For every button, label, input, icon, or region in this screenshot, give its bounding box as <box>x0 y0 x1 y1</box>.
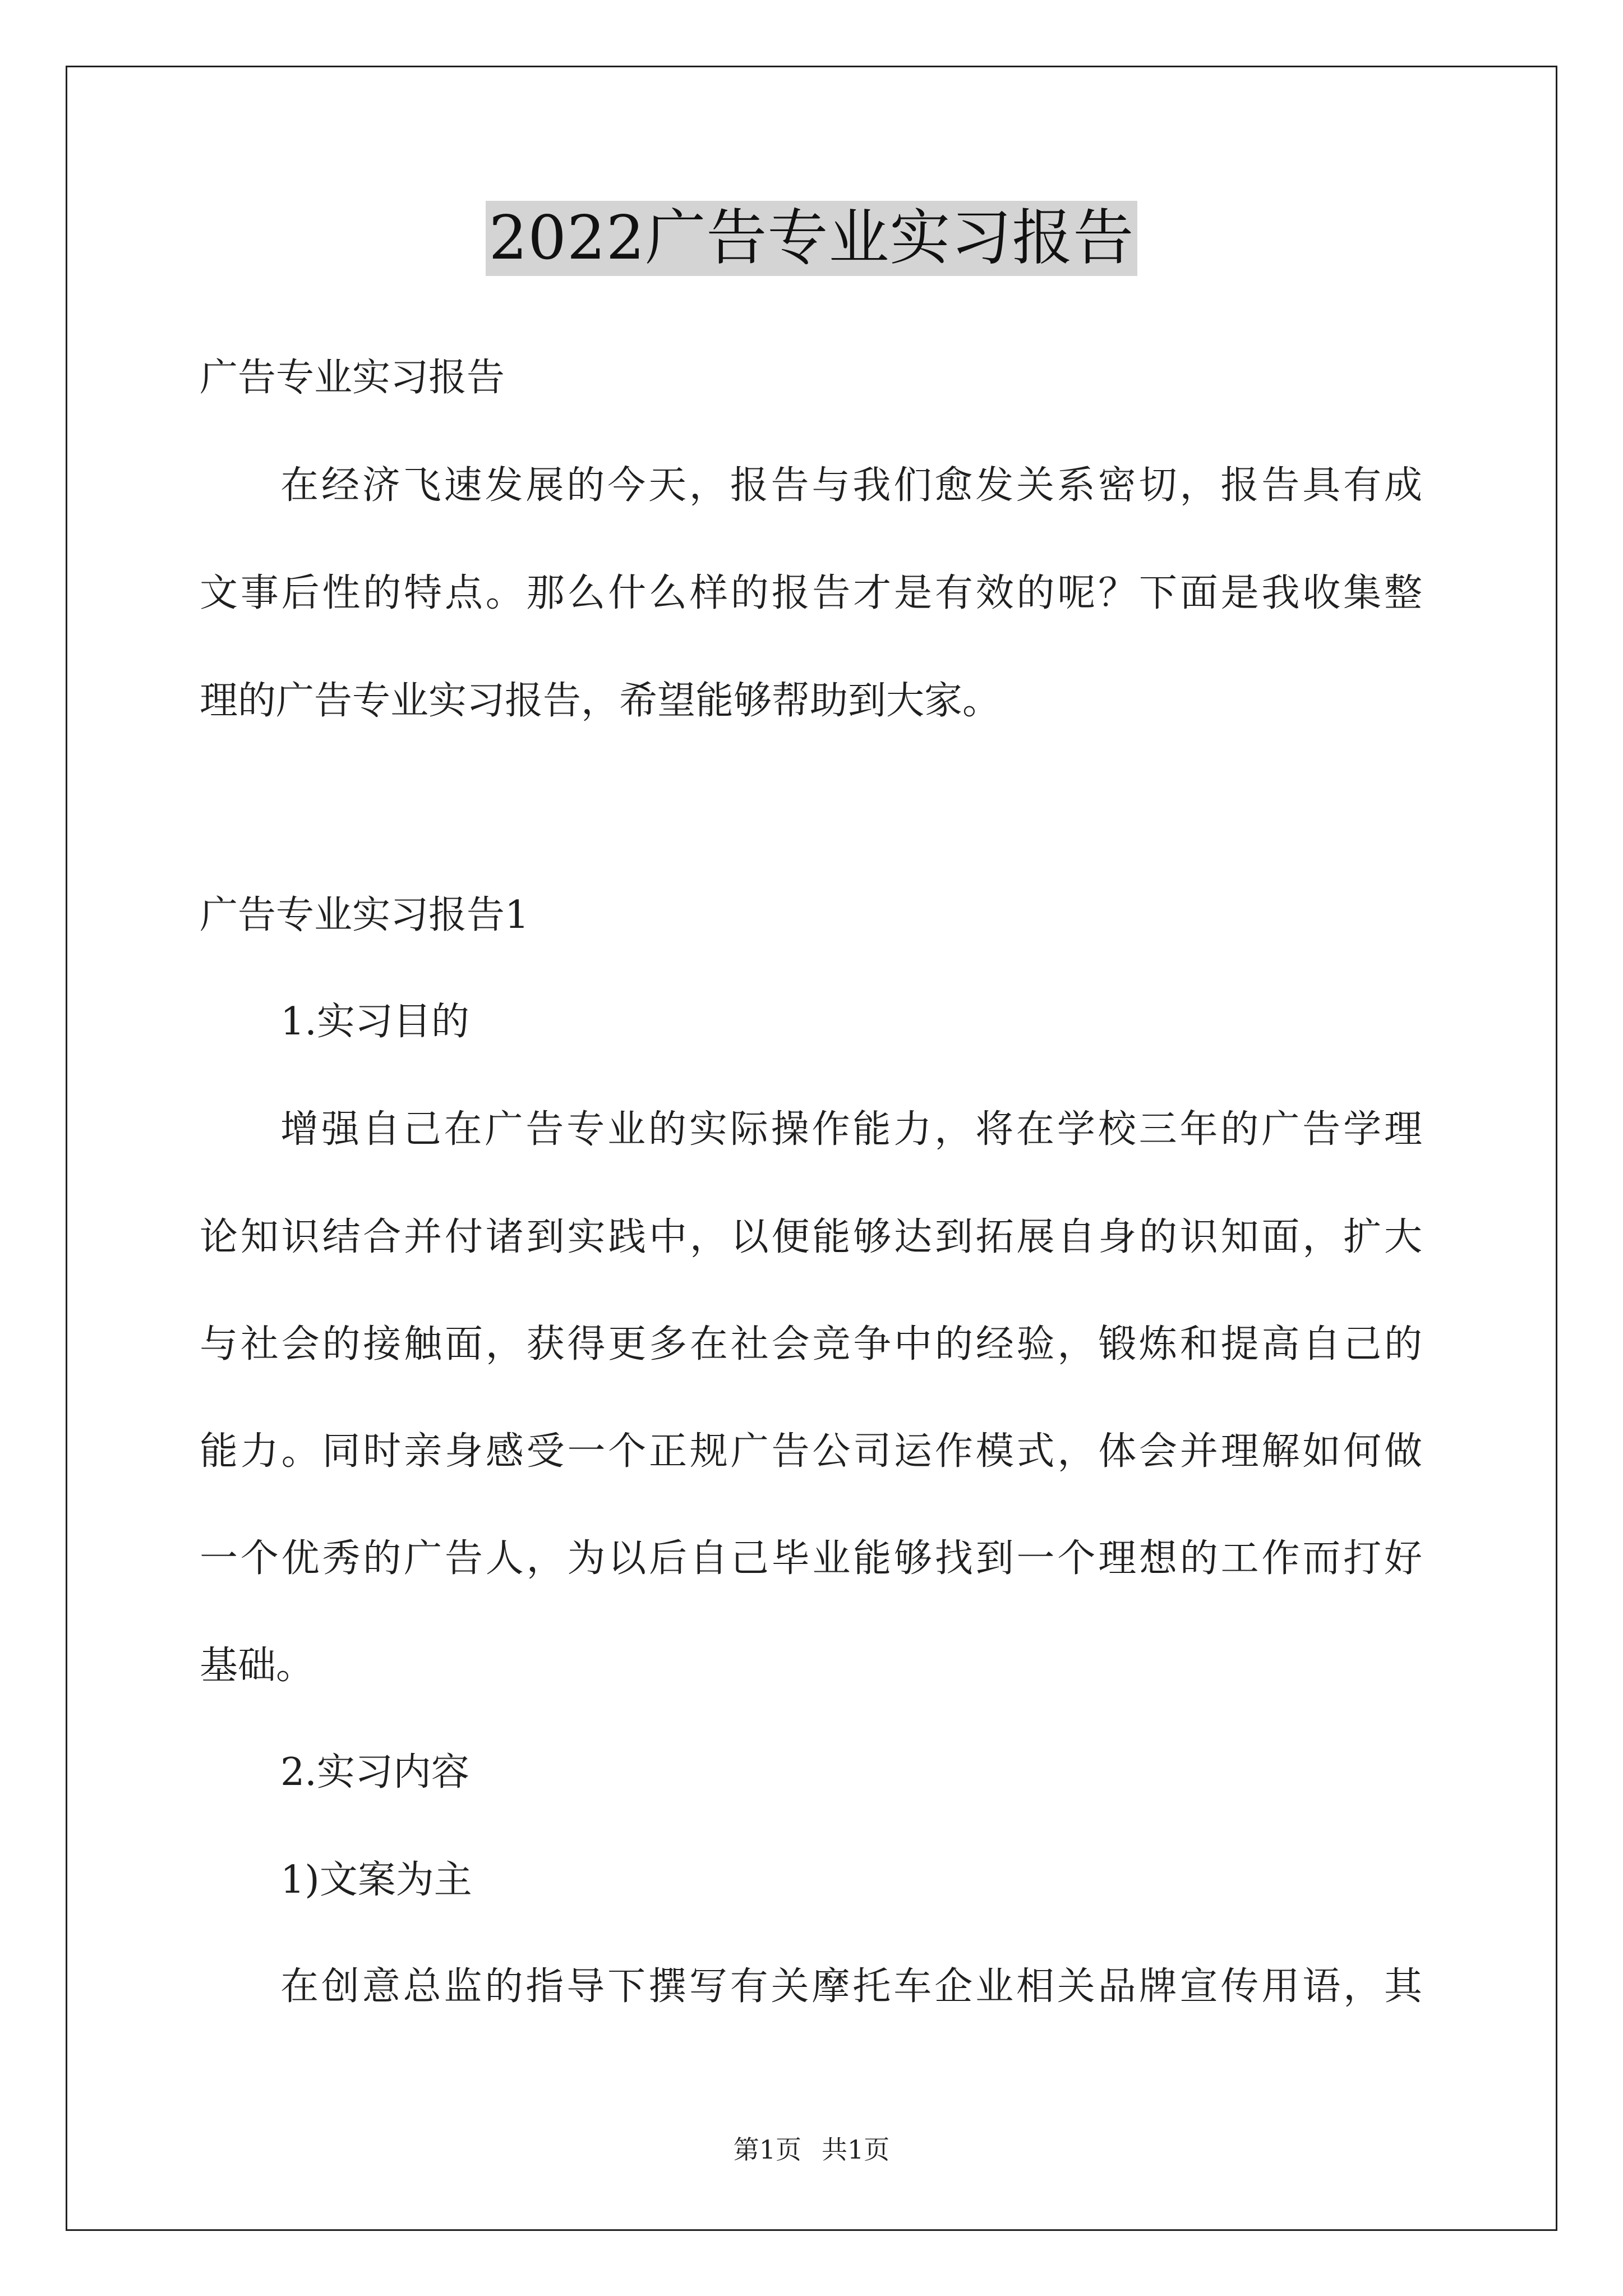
item2-line-1: 在创意总监的指导下撰写有关摩托车企业相关品牌宣传用语，其 <box>280 1964 1422 2009</box>
item1-line-2: 论知识结合并付诸到实践中，以便能够达到拓展自身的识知面，扩大 <box>200 1215 1422 1259</box>
item1-line-5: 一个优秀的广告人，为以后自己毕业能够找到一个理想的工作而打好 <box>200 1536 1422 1581</box>
section-heading: 广告专业实习报告1 <box>200 893 529 937</box>
item1-line-4: 能力。同时亲身感受一个正规广告公司运作模式，体会并理解如何做 <box>200 1429 1422 1474</box>
item1-line-1: 增强自己在广告专业的实际操作能力，将在学校三年的广告学理 <box>280 1107 1422 1152</box>
page-number-current: 第1页 <box>733 2134 801 2165</box>
title-wrap <box>0 201 1623 276</box>
intro-line-2: 文事后性的特点。那么什么样的报告才是有效的呢？下面是我收集整 <box>200 571 1422 615</box>
page-footer <box>0 2134 1623 2165</box>
document-subtitle: 广告专业实习报告 <box>200 356 505 400</box>
item1-line-6: 基础。 <box>200 1644 315 1688</box>
item1-heading: 1.实习目的 <box>280 1000 469 1044</box>
intro-line-3: 理的广告专业实习报告，希望能够帮助到大家。 <box>200 679 1001 723</box>
intro-line-1: 在经济飞速发展的今天，报告与我们愈发关系密切，报告具有成 <box>280 463 1422 508</box>
page-number-total: 共1页 <box>822 2134 890 2165</box>
item2-sub-heading: 1)文案为主 <box>280 1858 472 1902</box>
item1-line-3: 与社会的接触面，获得更多在社会竞争中的经验，锻炼和提高自己的 <box>200 1322 1422 1366</box>
item2-heading: 2.实习内容 <box>280 1750 469 1795</box>
document-title: 2022广告专业实习报告 <box>486 201 1138 276</box>
